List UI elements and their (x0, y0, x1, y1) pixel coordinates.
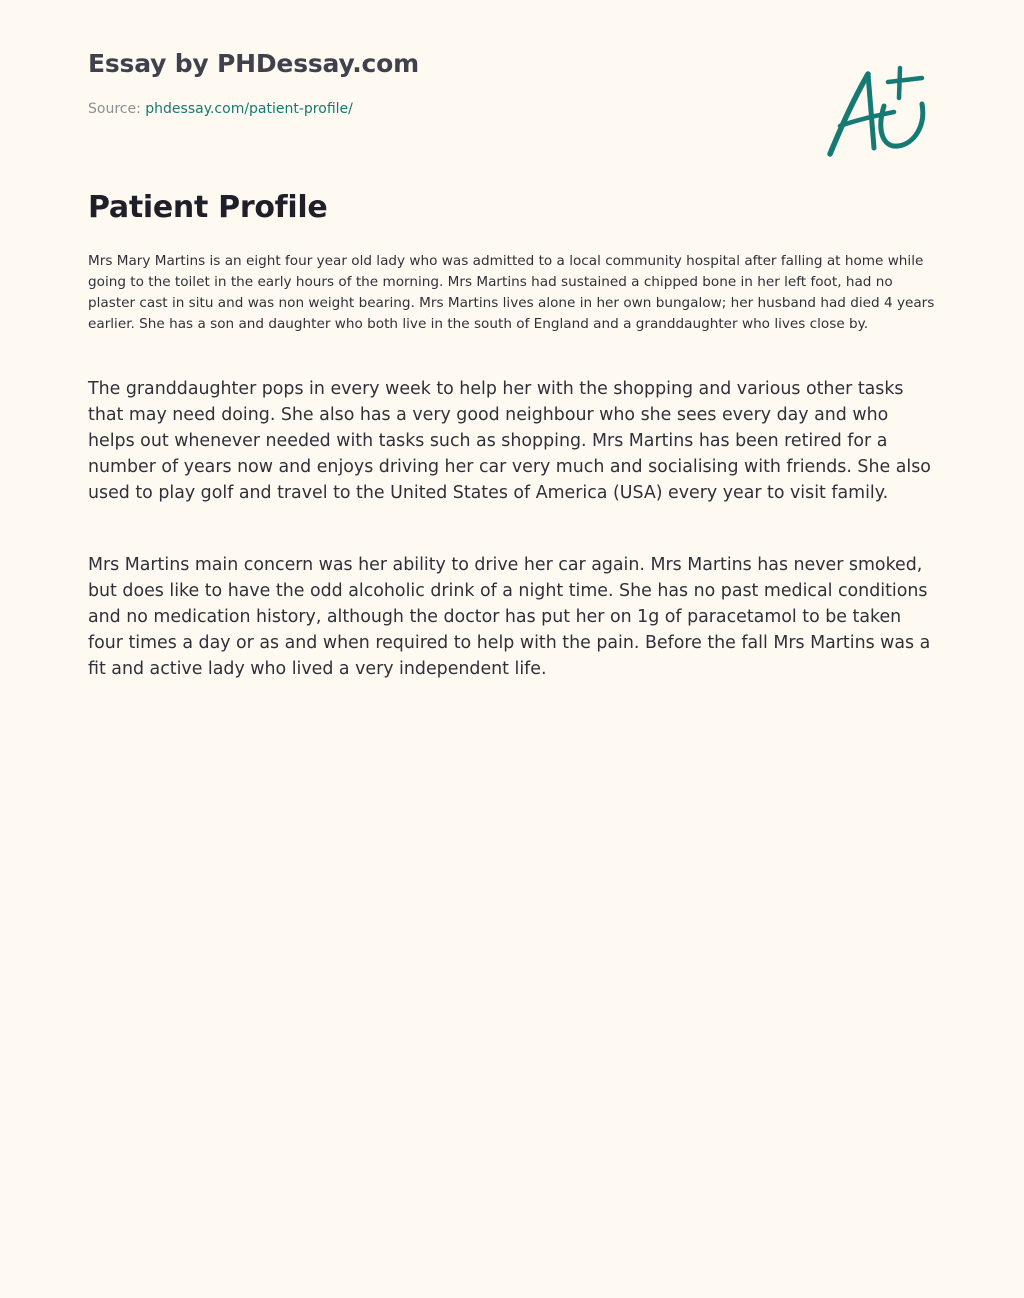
source-label: Source: (88, 101, 141, 117)
essay-title: Patient Profile (88, 190, 328, 225)
source-line (88, 101, 353, 117)
body-paragraph: Mrs Martins main concern was her ability to drive her car again. Mrs Martins has never smoked, but does like to have the odd alcoholic drink of a night time. She has no past medical conditions and no medication history, although the doctor has put her on 1g of paracetamol to be taken four times a day or as and when required to help with the pain. Before the fall Mrs Martins was a fit and active lady who lived a very independent life. (88, 555, 931, 679)
body-paragraph: The granddaughter pops in every week to help her with the shopping and various other tasks that may need doing. She also has a very good neighbour who she sees every day and who helps out whenever needed with tasks such as shopping. Mrs Martins has been retired for a number of years now and enjoys driving her car very much and socialising with friends. She also used to play golf and travel to the United States of America (USA) every year to visit family. (88, 379, 931, 503)
site-brand: Essay by PHDessay.com (88, 49, 419, 78)
a-plus-grade-icon (822, 62, 930, 162)
intro-paragraph: Mrs Mary Martins is an eight four year old lady who was admitted to a local community hospital after falling at home while going to the toilet in the early hours of the morning. Mrs Martins had sustained a chipped bone in her left foot, had no plaster cast in situ and was non weight bearing. Mrs Martins lives alone in her own bungalow; her husband had died 4 years earlier. She has a son and daughter who both live in the south of England and a granddaughter who lives close by. (88, 253, 935, 332)
source-link[interactable]: phdessay.com/patient-profile/ (145, 101, 353, 117)
